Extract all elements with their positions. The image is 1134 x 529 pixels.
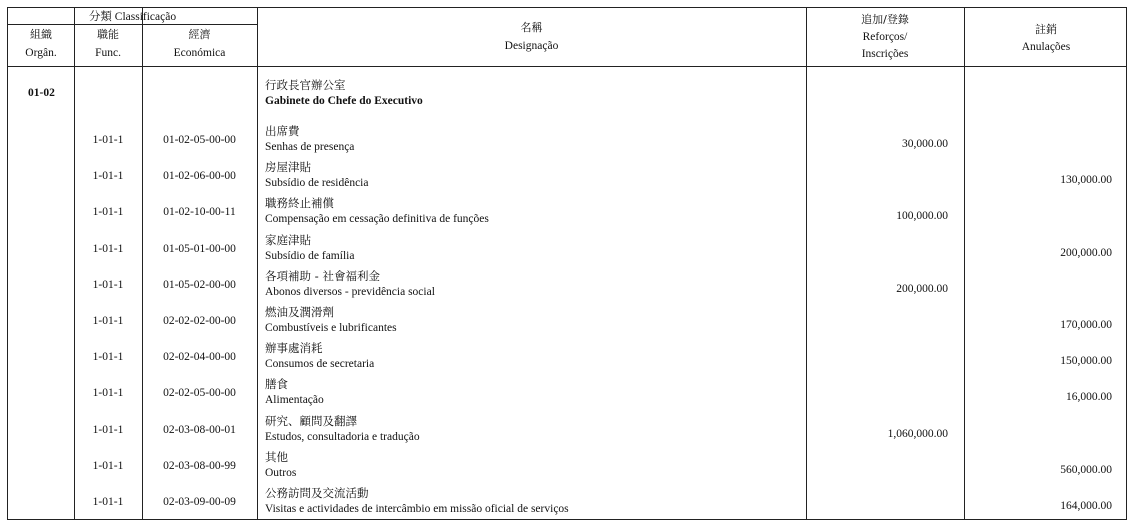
econ-code: 01-05-02-00-00 (163, 278, 236, 291)
func-code: 1-01-1 (92, 351, 124, 364)
table-row (8, 195, 1126, 231)
reforco-header-pt2: Inscrições (861, 48, 909, 60)
econ-code: 01-02-06-00-00 (163, 170, 236, 183)
designation-header-pt: Designação (504, 40, 559, 52)
anul-header-zh: 註銷 (1035, 23, 1057, 36)
econ-header-pt: Económica (173, 47, 226, 59)
anul-amount: 164,000.00 (1060, 500, 1112, 512)
item-name-zh: 膳食 (265, 377, 288, 392)
item-name-pt: Combustíveis e lubrificantes (265, 322, 397, 334)
func-header-pt: Func. (95, 47, 121, 59)
item-name-zh: 房屋津貼 (265, 160, 311, 175)
func-code: 1-01-1 (92, 278, 124, 291)
func-code: 1-01-1 (92, 315, 124, 327)
item-name-pt: Alimentação (265, 394, 324, 407)
econ-code: 02-03-08-00-01 (163, 423, 236, 436)
item-name-zh: 燃油及潤滑劑 (265, 305, 334, 319)
table-row (8, 485, 1126, 521)
item-name-pt: Outros (265, 466, 297, 479)
func-code: 1-01-1 (92, 206, 124, 219)
section-org-code: 01-02 (28, 87, 55, 99)
classif-header: 分類 Classificação (88, 11, 177, 23)
econ-code: 02-03-08-00-99 (163, 459, 236, 472)
econ-code: 02-02-02-00-00 (163, 315, 236, 327)
item-name-pt: Compensação em cessação definitiva de funções (265, 213, 489, 226)
item-name-zh: 家庭津貼 (265, 232, 311, 247)
table-row (8, 376, 1126, 412)
anul-amount: 16,000.00 (1066, 391, 1112, 404)
item-name-zh: 出席費 (265, 124, 300, 138)
reforco-amount: 200,000.00 (896, 282, 948, 295)
item-name-pt: Consumos de secretaria (265, 358, 375, 371)
anul-amount: 150,000.00 (1060, 355, 1112, 368)
table-row (8, 123, 1126, 159)
item-name-pt: Subsídio de família (265, 249, 355, 262)
item-name-pt: Abonos diversos - previdência social (265, 285, 435, 298)
item-name-pt: Estudos, consultadoria e tradução (265, 430, 420, 443)
anul-amount: 560,000.00 (1060, 463, 1112, 476)
table-row (8, 268, 1126, 304)
func-code: 1-01-1 (92, 387, 124, 400)
header-divider (8, 66, 1126, 67)
table-row (8, 449, 1126, 485)
reforco-header-zh: 追加/登錄 (861, 13, 909, 26)
func-code: 1-01-1 (92, 170, 124, 183)
func-code: 1-01-1 (92, 242, 124, 255)
econ-code: 01-02-05-00-00 (163, 134, 236, 146)
econ-header-zh: 經濟 (188, 28, 211, 41)
table-row (8, 232, 1126, 268)
section-title-pt: Gabinete do Chefe do Executivo (265, 95, 423, 107)
org-header-pt: Orgân. (25, 47, 57, 59)
item-name-zh: 研究、顧問及翻譯 (265, 413, 357, 428)
item-name-pt: Visitas e actividades de intercâmbio em missão oficial de serviços (265, 503, 569, 515)
func-code: 1-01-1 (92, 134, 124, 146)
item-name-zh: 辦事處消耗 (265, 341, 323, 356)
item-name-zh: 公務訪問及交流活動 (265, 486, 369, 500)
anul-amount: 200,000.00 (1060, 246, 1112, 259)
table-row (8, 159, 1126, 195)
econ-code: 01-02-10-00-11 (163, 206, 236, 219)
table-row (8, 340, 1126, 376)
item-name-zh: 各項補助 - 社會福利金 (265, 268, 380, 283)
econ-code: 02-02-05-00-00 (163, 387, 236, 400)
anul-header-pt: Anulações (1021, 41, 1071, 53)
section-title-zh: 行政長官辦公室 (265, 78, 346, 92)
item-name-zh: 其他 (265, 449, 288, 464)
reforco-header-pt: Reforços/ (862, 31, 908, 43)
econ-code: 01-05-01-00-00 (163, 242, 236, 255)
designation-header-zh: 名稱 (520, 21, 543, 34)
budget-table (7, 7, 1127, 520)
anul-amount: 170,000.00 (1060, 319, 1112, 331)
anul-amount: 130,000.00 (1060, 174, 1112, 187)
econ-code: 02-02-04-00-00 (163, 351, 236, 364)
reforco-amount: 1,060,000.00 (887, 427, 948, 440)
table-row (8, 413, 1126, 449)
reforco-amount: 30,000.00 (902, 138, 948, 150)
econ-code: 02-03-09-00-09 (163, 496, 236, 508)
item-name-zh: 職務終止補償 (265, 196, 334, 211)
org-header-zh: 組織 (30, 28, 52, 41)
item-name-pt: Senhas de presença (265, 141, 355, 153)
func-code: 1-01-1 (92, 459, 124, 472)
table-row (8, 304, 1126, 340)
func-code: 1-01-1 (92, 423, 124, 436)
reforco-amount: 100,000.00 (896, 210, 948, 223)
func-header-zh: 職能 (97, 28, 119, 41)
func-code: 1-01-1 (92, 496, 124, 508)
item-name-pt: Subsídio de residência (265, 177, 369, 190)
